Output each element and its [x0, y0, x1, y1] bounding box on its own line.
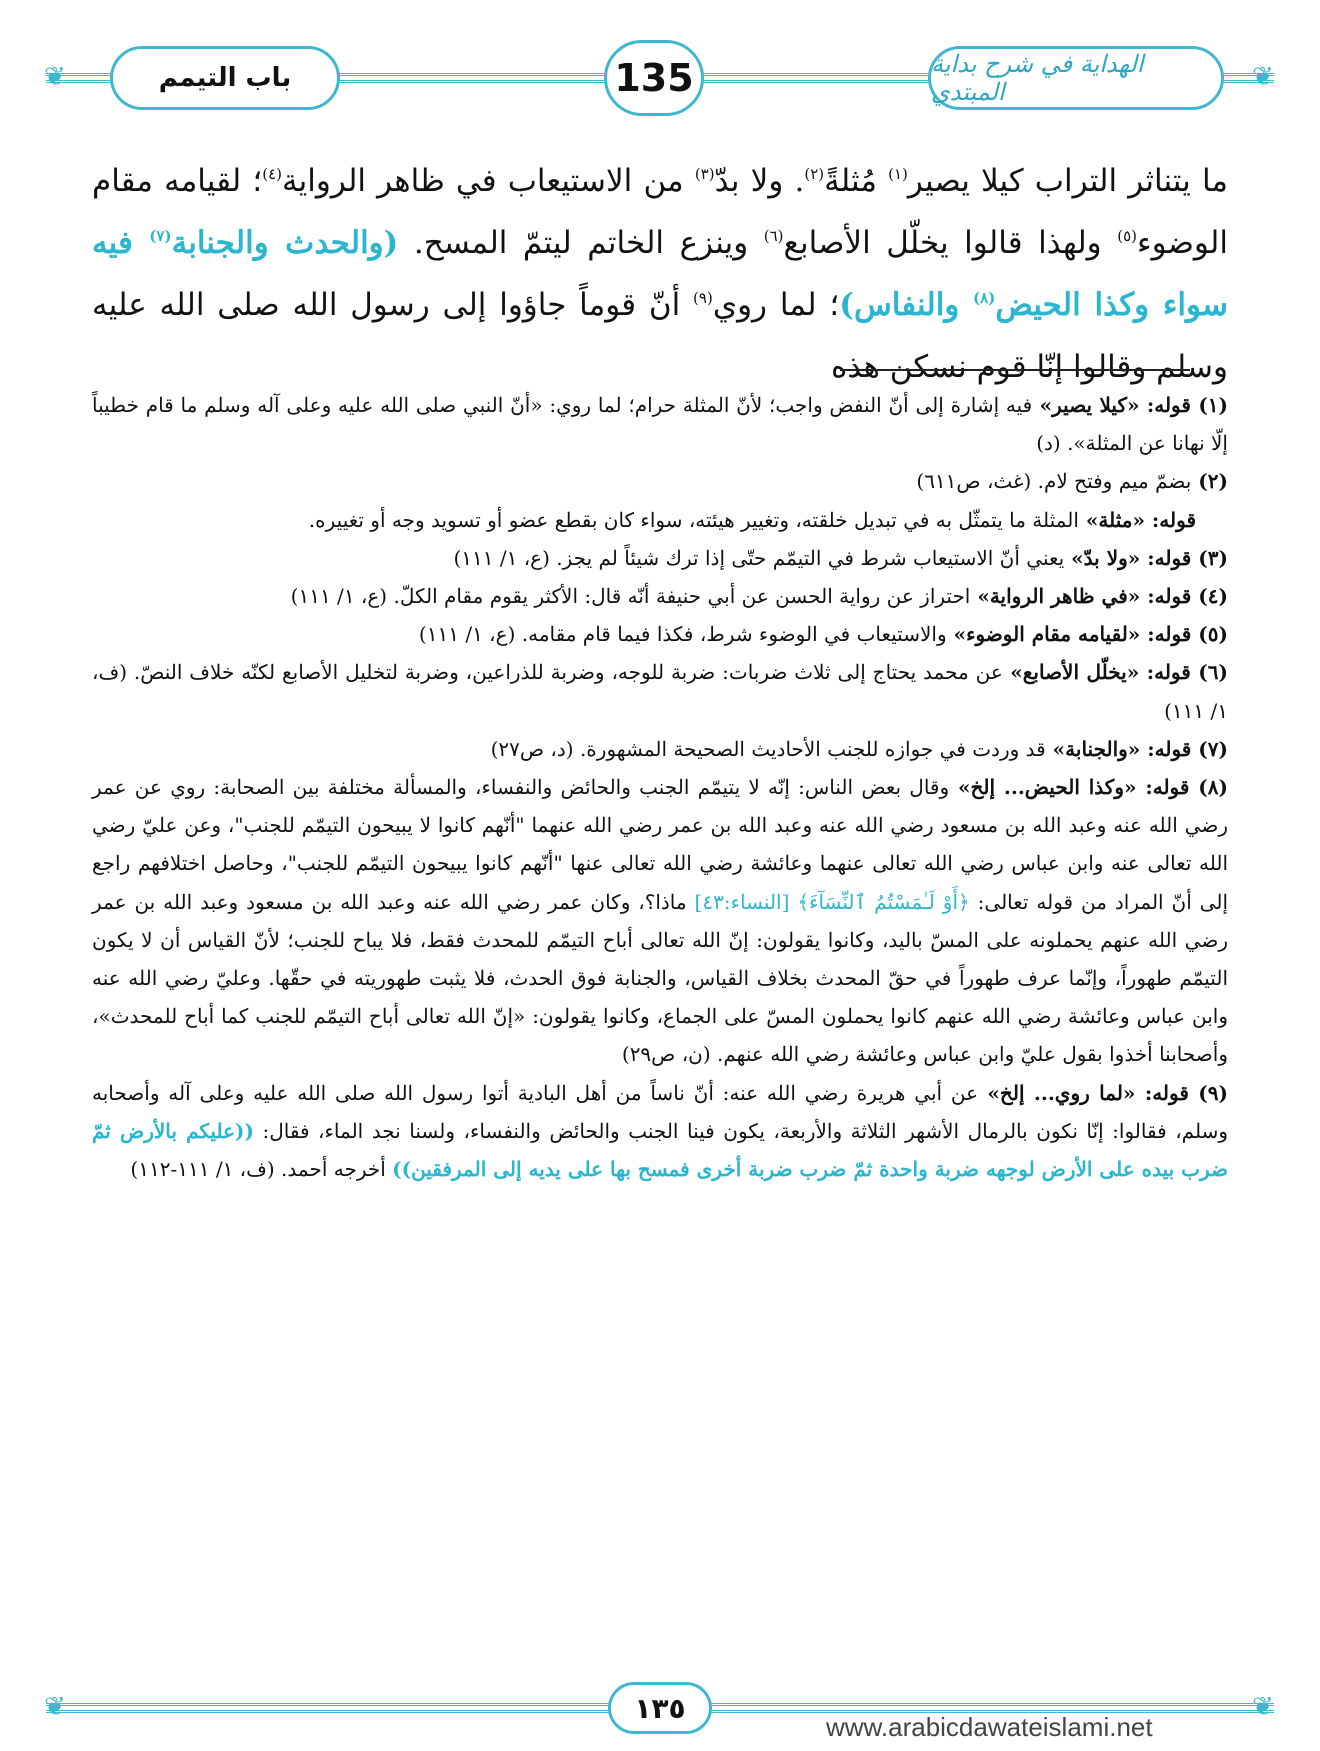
quran-verse: ﴿أَوْ لَـٰمَسْتُمُ ٱلنِّسَآءَ﴾ [النساء:٤٣]	[694, 889, 970, 914]
footer-page-number: ١٣٥	[608, 1682, 712, 1734]
footnote-5: (٥) قوله: «لقيامه مقام الوضوء» والاستيعاب في الوضوء شرط، فكذا فيما قام مقامه. (ع، ١/ ١١١)	[418, 622, 1228, 647]
ornament-right-icon: ❦	[1252, 62, 1274, 92]
footnote-2: (٢) بضمّ ميم وفتح لام. (غث، ص٦١١)	[916, 469, 1228, 494]
ornament-left-icon: ❦	[44, 62, 66, 92]
footnote-ref[interactable]: (٧)	[149, 227, 172, 245]
book-title: الهداية في شرح بداية المبتدي	[928, 46, 1224, 110]
footnote-ref[interactable]: (٢)	[804, 165, 825, 183]
matn-highlight: والنفاس)	[839, 287, 974, 323]
footnote-ref[interactable]: (٨)	[973, 289, 996, 307]
footnote-separator	[840, 369, 1190, 371]
footnotes	[92, 386, 1228, 1188]
page-number: 135	[604, 40, 704, 116]
website-url[interactable]: www.arabicdawateislami.net	[826, 1712, 1153, 1742]
footnote-7: (٧) قوله: «والجنابة» قد وردت في جوازه للجنب الأحاديث الصحيحة المشهورة. (د، ص٢٧)	[490, 736, 1228, 761]
footnote-ref[interactable]: (٣)	[694, 165, 715, 183]
ornament-left-icon: ❦	[44, 1692, 66, 1722]
matn-highlight: فيه سواء وكذا الحيض	[92, 225, 1228, 323]
footnote-2-sub: قوله: «مثلة» المثلة ما يتمثّل به في تبديل خلقته، وتغيير هيئته، سواء كان بقطع عضو أو تسويد وجه أو تغييره.	[308, 507, 1196, 532]
footnote-ref[interactable]: (١)	[888, 165, 908, 183]
footnote-6: (٦) قوله: «يخلّل الأصابع» عن محمد يحتاج إلى ثلاث ضربات: ضربة للوجه، وضربة للذراعين، وضربة لتخليل الأصابع لكنّه خلاف النصّ. (ف، ١/ ١١١)	[92, 660, 1228, 723]
ornament-right-icon: ❦	[1252, 1692, 1274, 1722]
footnote-3: (٣) قوله: «ولا بدّ» يعني أنّ الاستيعاب شرط في التيمّم حتّى إذا ترك شيئاً لم يجز. (ع، ١/ ١١١)	[453, 545, 1228, 570]
footnote-9: (٩) قوله: «لما روي... إلخ» عن أبي هريرة رضي الله عنه: أنّ ناساً من أهل البادية أتوا رسول الله صلى الله عليه وعلى آله وأصحابه وسلم، فقالوا: إنّا نكون بالرمال الأشهر الثلاثة والأربعة، يكون فينا الجنب والحائض والنفساء، ولسنا نجد الماء، فقال: ((عليكم بالأرض ثمّ ضرب بيده على الأرض لوجهه ضربة واحدة ثمّ ضرب ضربة أخرى فمسح بها على يديه إلى المرفقين)) أخرجه أحمد. (ف، ١/ ١١١-١١٢)	[92, 1080, 1229, 1182]
matn-highlight: (والحدث والجنابة	[171, 225, 399, 261]
footnote-ref[interactable]: (٩)	[693, 289, 713, 307]
footnote-ref[interactable]: (٥)	[1117, 227, 1137, 245]
footnote-ref[interactable]: (٤)	[262, 165, 283, 183]
footnote-4: (٤) قوله: «في ظاهر الرواية» احتراز عن رواية الحسن عن أبي حنيفة أنّه قال: الأكثر يقوم مقام الكلّ. (ع، ١/ ١١١)	[290, 584, 1228, 609]
footnote-ref[interactable]: (٦)	[763, 227, 784, 245]
footnote-8: (٨) قوله: «وكذا الحيض... إلخ» وقال بعض الناس: إنّه لا يتيمّم الجنب والحائض والنفساء، والمسألة مختلفة بين الصحابة: روي عن عمر رضي الله عنه وعبد الله بن مسعود رضي الله عنه وعبد الله بن عمر رضي الله عنهما "أنّهم كانوا لا يبيحون التيمّم للجنب"، وعن عليّ رضي الله تعالى عنه وابن عباس رضي الله تعالى عنهما وعائشة رضي الله تعالى عنها "أنّهم كانوا يبيحون التيمّم للجنب"، وحاصل اختلافهم راجع إلى أنّ المراد من قوله تعالى: ﴿أَوْ لَـٰمَسْتُمُ ٱلنِّسَآءَ﴾ [النساء:٤٣] ماذا؟، وكان عمر رضي الله عنه وعبد الله بن مسعود وعبد الله بن عمر رضي الله عنهم يحملونه على المسّ باليد، وكانوا يقولون: إنّ الله تعالى أباح التيمّم للمحدث فقط، فلا يباح للجنب؛ لأنّ القياس أن لا يكون التيمّم طهوراً، وإنّما عرف طهوراً في حقّ المحدث بخلاف القياس، والجنابة فوق الحدث، فلا يثبت طهوريته في حقّها. وعليّ رضي الله عنه وابن عباس وعائشة رضي الله عنهم كانوا يحملون المسّ على الجماع، وكانوا يقولون: «إنّ الله تعالى أباح التيمّم للجنب كما أباح للمحدث»، وأصحابنا أخذوا بقول عليّ وابن عباس وعائشة رضي الله عنهم. (ن، ص٢٩)	[92, 775, 1229, 1067]
main-text: ما يتناثر التراب كيلا يصير$^{(١)}$ مُثلةً$^{(٢)}$. ولا بدّ$^{(٣)}$ من الاستيعاب في ظاهر الرواية$^{(٤)}$؛ لقيامه مقام الوضوء$^{(٥)}$ ولهذا قالوا يخلّل الأصابع$^{(٦)}$ وينزع الخاتم ليتمّ المسح. (والحدث والجنابة$^{(٧)}$ فيه سواء وكذا الحيض$^{(٨)}$ والنفاس)؛ لما روي$^{(٩)}$ أنّ قوماً جاؤوا إلى رسول الله صلى الله عليه وسلم وقالوا إنّا قوم نسكن هذه	[92, 163, 1228, 385]
chapter-title: باب التيمم	[110, 46, 340, 110]
footnote-1: (١) قوله: «كيلا يصير» فيه إشارة إلى أنّ النفض واجب؛ لأنّ المثلة حرام؛ لما روي: «أنّ النبي صلى الله عليه وعلى آله وسلم ما قام خطيباً إلّا نهانا عن المثلة». (د)	[92, 393, 1228, 456]
hadith-text: ((عليكم بالأرض ثمّ ضرب بيده على الأرض لوجهه ضربة واحدة ثمّ ضرب ضربة أخرى فمسح بها على يديه إلى المرفقين))	[92, 1118, 1228, 1182]
